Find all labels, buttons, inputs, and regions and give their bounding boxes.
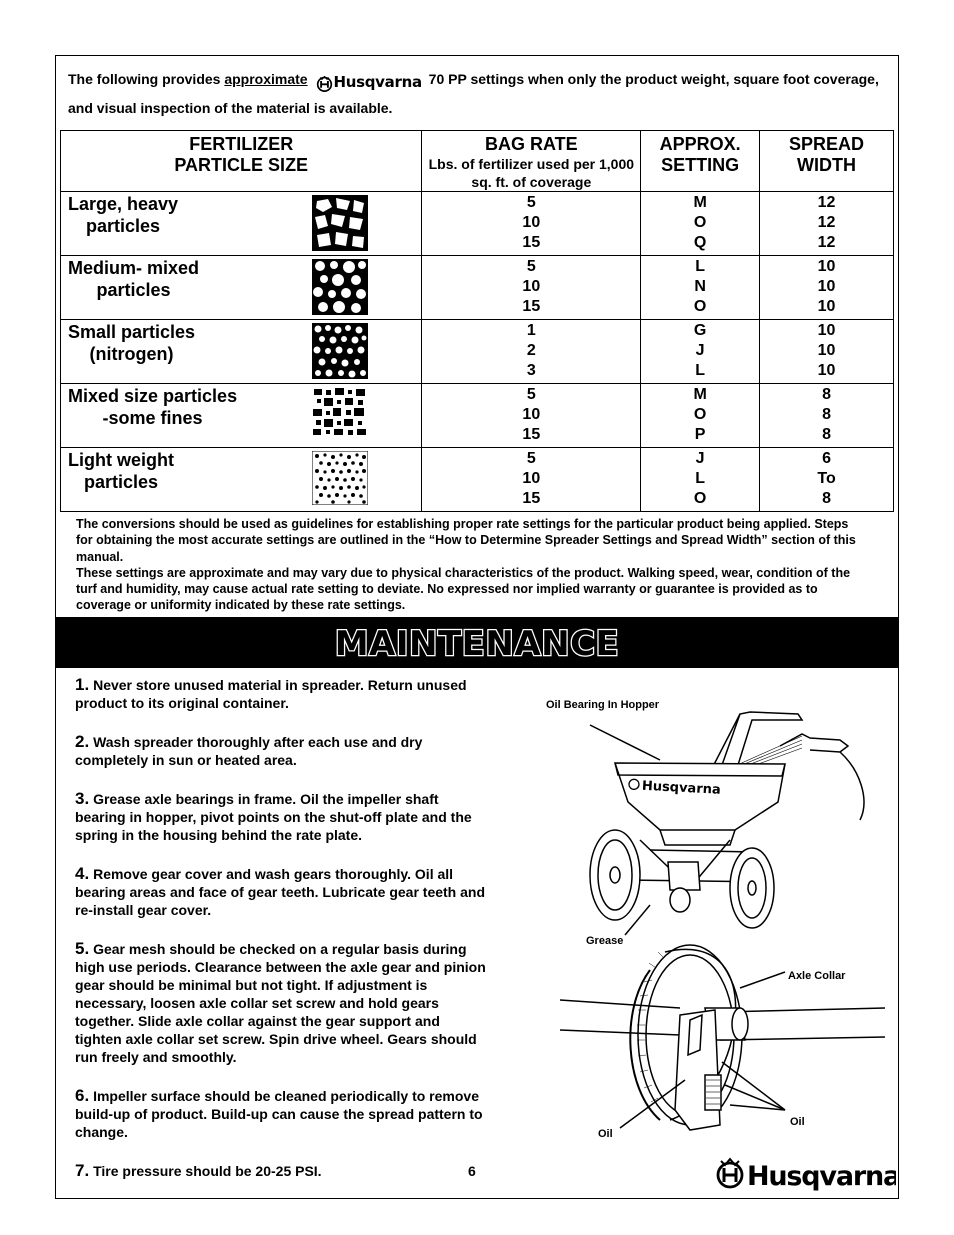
crown-h-icon <box>718 1159 742 1187</box>
bag-rate-cell: 5 10 15 <box>422 384 641 448</box>
step-7: 7. Tire pressure should be 20-25 PSI. <box>75 1161 322 1180</box>
step-5: 5. Gear mesh should be checked on a regular basis during high use periods. Clearance between the axle gear and pinion gear should be minimal but not tight. If adjustment is necessary, loosen axle collar set screw and hold gears together. Slide axle collar against the gear support and tighten axle collar set screw. Spin drive wheel. Gears should run freely and smoothly. <box>75 939 486 1065</box>
hopper-brand-text: Husqvarna <box>641 778 722 798</box>
step-3: 3. Grease axle bearings in frame. Oil the impeller shaft bearing in hopper, pivot points on the shut-off plate and the spring in the housing behind the rate plate. <box>75 789 472 843</box>
particle-type-cell: Light weight particles <box>61 448 422 512</box>
large-particles-swatch <box>312 195 368 251</box>
small-particles-swatch <box>312 323 368 379</box>
spread-width-cell: 10 10 10 <box>760 320 894 384</box>
setting-cell: L N O <box>641 256 760 320</box>
setting-cell: G J L <box>641 320 760 384</box>
notes-paragraph-1: The conversions should be used as guidelines for establishing proper rate settings for the particular product being applied. Steps for obtaining the most accurate settings are outlined in the “How to Determine Spreader Settings and Spread Width” section of this manual. <box>76 517 856 564</box>
bag-rate-cell: 5 10 15 <box>422 448 641 512</box>
intro-underlined: approximate <box>224 71 308 87</box>
callout-oil-right: Oil <box>790 1116 805 1128</box>
page-number: 6 <box>468 1163 476 1179</box>
step-6: 6. Impeller surface should be cleaned periodically to remove build-up of product. Build-up can cause the spread pattern to change. <box>75 1086 483 1140</box>
spread-width-cell: 12 12 12 <box>760 192 894 256</box>
setting-cell: J L O <box>641 448 760 512</box>
intro-prefix: The following provides <box>68 71 221 87</box>
step-1: 1. Never store unused material in spreader. Return unused product to its original container. <box>75 675 467 711</box>
table-row <box>61 320 894 384</box>
particle-type-cell: Medium- mixed particles <box>61 256 422 320</box>
guideline-notes <box>76 516 868 614</box>
particle-type-cell: Small particles (nitrogen) <box>61 320 422 384</box>
table-header-row <box>61 131 894 192</box>
spread-width-cell: 8 8 8 <box>760 384 894 448</box>
mixed-size-particles-swatch <box>312 387 368 437</box>
bag-rate-cell: 1 2 3 <box>422 320 641 384</box>
spread-width-cell: 10 10 10 <box>760 256 894 320</box>
table-row <box>61 448 894 512</box>
footer-brand-text: Husqvarna <box>747 1161 896 1192</box>
particle-type-cell: Mixed size particles -some fines <box>61 384 422 448</box>
step-4: 4. Remove gear cover and wash gears thoroughly. Oil all bearing areas and face of gear teeth. Lubricate gear teeth and re-install gear cover. <box>75 864 486 918</box>
callout-axle-collar: Axle Collar <box>788 970 846 982</box>
maintenance-title: MAINTENANCE <box>334 624 620 664</box>
crown-h-icon <box>316 75 333 92</box>
bag-rate-cell: 5 10 15 <box>422 256 641 320</box>
settings-table <box>60 130 894 512</box>
intro-brand: Husqvarna <box>333 73 422 91</box>
particle-type-cell: Large, heavy particles <box>61 192 422 256</box>
header-approx-setting: APPROX. SETTING <box>641 131 760 192</box>
callout-oil-bearing: Oil Bearing In Hopper <box>546 699 660 711</box>
maintenance-banner <box>56 617 898 668</box>
intro-text <box>68 66 888 121</box>
callout-grease: Grease <box>586 935 624 947</box>
callout-oil-left: Oil <box>598 1128 613 1140</box>
table-row <box>61 192 894 256</box>
light-weight-particles-swatch <box>312 451 368 505</box>
spread-width-cell: 6 To 8 <box>760 448 894 512</box>
table-row <box>61 256 894 320</box>
intro-suffix: 70 PP settings when only the product weight, square foot coverage, and visual inspection of the material is available. <box>68 71 879 116</box>
step-2: 2. Wash spreader thoroughly after each use and dry completely in sun or heated area. <box>75 732 423 768</box>
bag-rate-cell: 5 10 15 <box>422 192 641 256</box>
table-row <box>61 384 894 448</box>
setting-cell: M O Q <box>641 192 760 256</box>
medium-particles-swatch <box>312 259 368 315</box>
header-bag-rate: BAG RATE Lbs. of fertilizer used per 1,000 sq. ft. of coverage <box>422 131 641 192</box>
notes-paragraph-2: These settings are approximate and may vary due to physical characteristics of the product. Walking speed, wear, condition of the turf and humidity, may cause actual rate setting to deviate. No expressed nor implied warranty or guarantee is provided as to coverage or uniformity indicated by these rate settings. <box>76 565 851 613</box>
spreader-drawing <box>540 690 890 1150</box>
spreader-illustration <box>540 690 890 1150</box>
setting-cell: M O P <box>641 384 760 448</box>
header-particle-size: FERTILIZER PARTICLE SIZE <box>61 131 422 192</box>
husqvarna-inline-logo <box>316 69 421 95</box>
husqvarna-footer-logo <box>716 1154 896 1197</box>
maintenance-steps <box>75 676 490 1180</box>
header-spread-width: SPREAD WIDTH <box>760 131 894 192</box>
